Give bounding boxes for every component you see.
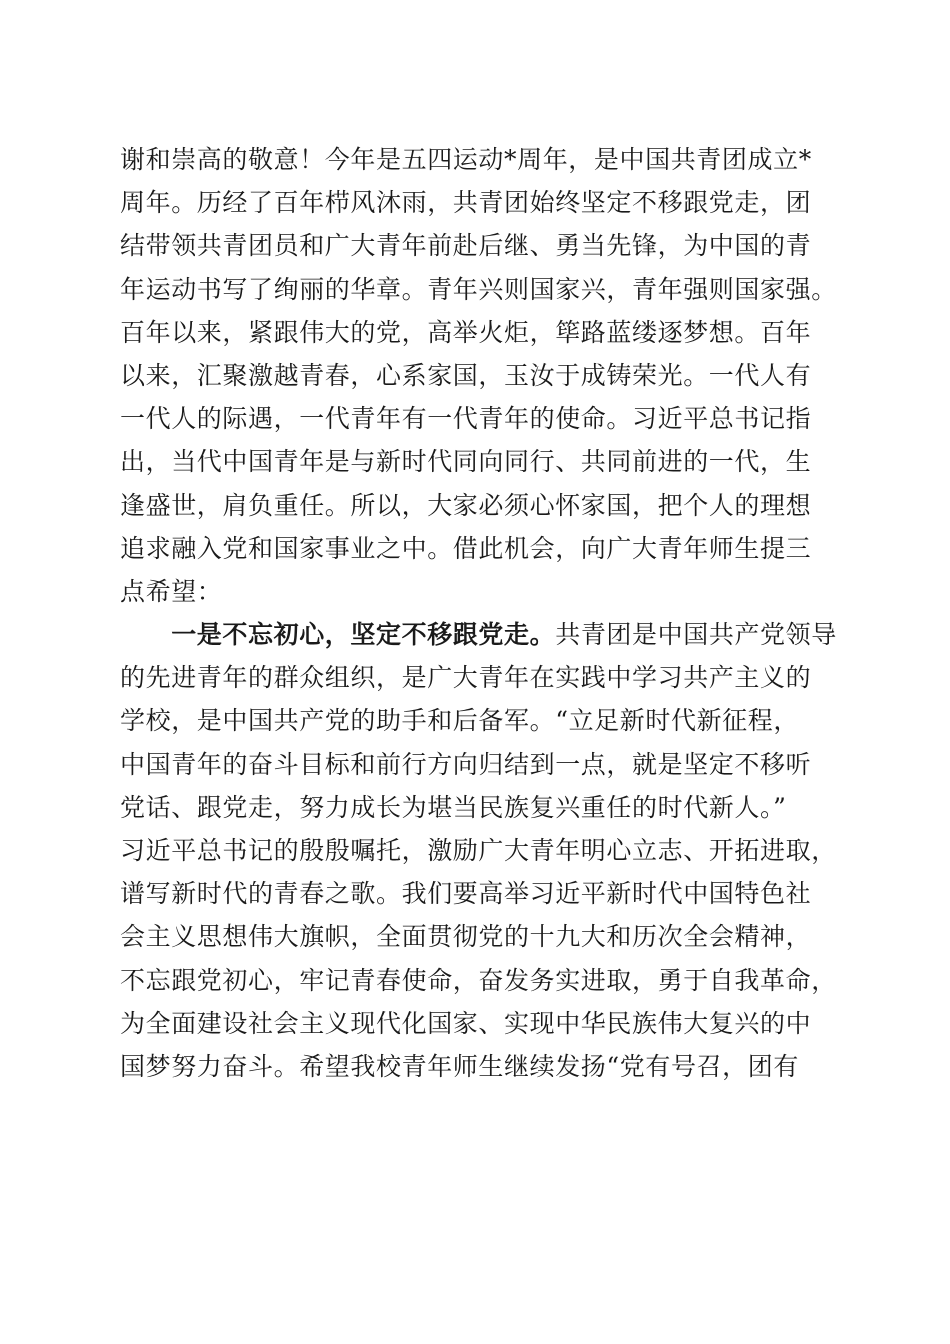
text-line: 逢盛世，肩负重任。所以，大家必须心怀家国，把个人的理想: [120, 490, 812, 520]
text-line: 百年以来，紧跟伟大的党，高举火炬，筚路蓝缕逐梦想。百年: [120, 317, 812, 347]
document-body: [120, 138, 840, 1088]
text-line: 周年。历经了百年栉风沐雨，共青团始终坚定不移跟党走，团: [120, 188, 812, 218]
text-line: 不忘跟党初心，牢记青春使命，奋发务实进取，勇于自我革命，: [120, 965, 837, 995]
text-line: 点希望：: [120, 576, 223, 606]
text-line: 结带领共青团员和广大青年前赴后继、勇当先锋，为中国的青: [120, 231, 812, 261]
text-line: 出，当代中国青年是与新时代同向同行、共同前进的一代，生: [120, 447, 812, 477]
text-line: 谱写新时代的青春之歌。我们要高举习近平新时代中国特色社: [120, 879, 812, 909]
text-line: 学校，是中国共产党的助手和后备军。“立足新时代新征程，: [120, 706, 799, 736]
text-line: 中国青年的奋斗目标和前行方向归结到一点，就是坚定不移听: [120, 749, 812, 779]
text-line: 一代人的际遇，一代青年有一代青年的使命。习近平总书记指: [120, 404, 812, 434]
text-line: 谢和崇高的敬意！今年是五四运动*周年，是中国共青团成立*: [120, 145, 812, 174]
text-line: 习近平总书记的殷殷嘱托，激励广大青年明心立志、开拓进取，: [120, 836, 837, 865]
paragraph-2-first-line-rest: 共青团是中国共产党领导: [555, 620, 837, 650]
text-line: 以来，汇聚激越青春，心系家国，玉汝于成铸荣光。一代人有: [120, 360, 812, 390]
paragraph-2-first-line: [120, 613, 840, 656]
text-line: 国梦努力奋斗。希望我校青年师生继续发扬“党有号召，团有: [120, 1051, 799, 1081]
text-line: 为全面建设社会主义现代化国家、实现中华民族伟大复兴的中: [120, 1008, 812, 1038]
text-line: 的先进青年的群众组织，是广大青年在实践中学习共产主义的: [120, 663, 812, 693]
text-line: 党话、跟党走，努力成长为堪当民族复兴重任的时代新人。”: [120, 792, 787, 822]
text-line: 会主义思想伟大旗帜，全面贯彻党的十九大和历次全会精神，: [120, 922, 812, 952]
paragraph-2-heading: 一是不忘初心，坚定不移跟党走。: [171, 620, 556, 650]
text-line: 追求融入党和国家事业之中。借此机会，向广大青年师生提三: [120, 533, 812, 563]
text-line: 年运动书写了绚丽的华章。青年兴则国家兴，青年强则国家强。: [120, 274, 837, 304]
